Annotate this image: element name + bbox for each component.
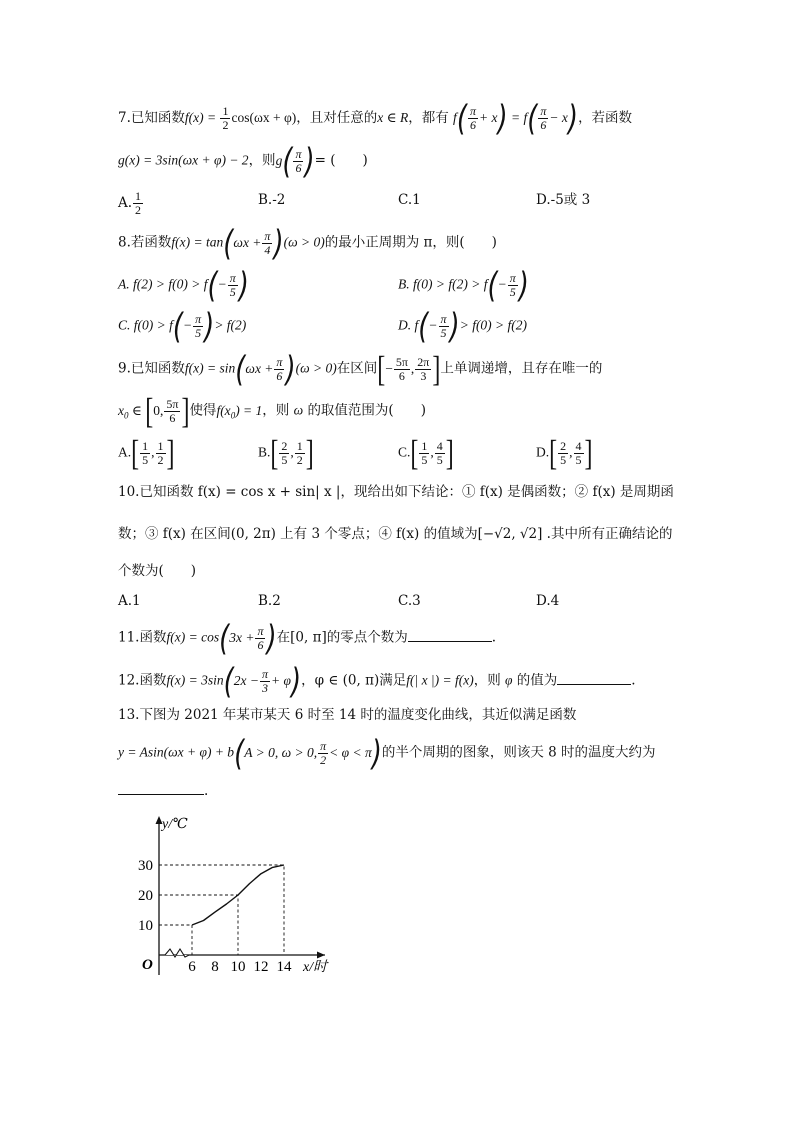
- q12-formula: f(| x |) = f(x): [406, 672, 474, 688]
- option-label: A.: [118, 444, 132, 460]
- q11-text: 在[0, π]的零点个数为: [276, 629, 408, 646]
- q9-text: 的取值范围为( ): [307, 402, 426, 419]
- option-text: B. f(0) > f(2) > f: [398, 276, 488, 292]
- q13-line1: 13.下图为 2021 年某市某天 6 时至 14 时的温度变化曲线，其近似满足函数: [118, 707, 577, 723]
- option-label: C.: [398, 444, 411, 460]
- temperature-chart: [125, 812, 365, 987]
- q13-line2: y = Asin(ωx + φ) + b(A > 0, ω > 0, $\frac{\pi}{2}$ < φ < π)的半个周期的图象，则该天 8 时的温度大约为: [118, 733, 656, 774]
- q9-var: x: [118, 402, 124, 418]
- q9-option-a: A.[ $\frac{1}{5}$ , $\frac{1}{2}$ ]: [118, 434, 175, 473]
- q8-text: 8.若函数: [118, 234, 172, 251]
- q12-text: ，则: [473, 672, 501, 689]
- y-tick-label: 30: [138, 858, 153, 874]
- q13-text: 的半个周期的图象，则该天 8 时的温度大约为: [381, 744, 656, 761]
- q9-option-d: D.[ $\frac{2}{5}$ , $\frac{4}{5}$ ]: [536, 434, 593, 473]
- q12-phi: φ: [505, 672, 513, 688]
- x-axis-label: x/时: [303, 960, 328, 975]
- y-tick-label: 20: [138, 888, 153, 904]
- option-label: B.: [258, 444, 271, 460]
- q12-text: 12.函数: [118, 672, 167, 689]
- q12-formula: f(x) = 3sin: [166, 672, 224, 688]
- y-axis-label: y/℃: [162, 817, 188, 832]
- q7-option-a: A. $\frac{1}{2}$: [118, 189, 142, 217]
- q8-option-c: C. f(0) > f(− $\frac{\pi}{5}$ )> f(2): [118, 306, 247, 347]
- option-text: > f(0) > f(2): [459, 317, 528, 333]
- question-11: 11.函数f(x) = cos(3x + $\frac{\pi}{6}$ )在[0, π]的零点个数为 .: [118, 618, 497, 659]
- q11-text: .: [491, 629, 497, 646]
- answer-blank[interactable]: [118, 780, 204, 795]
- q7-option-b: B.-2: [258, 192, 286, 208]
- q10-line1: 10.已知函数 f(x) = cos x + sin| x |，现给出如下结论：① f(x) 是偶函数；② f(x) 是周期函: [118, 484, 674, 500]
- x-tick-label: 8: [211, 959, 219, 975]
- q8-option-d: D. f(− $\frac{\pi}{5}$ )> f(0) > f(2): [398, 306, 528, 347]
- q9-option-b: B.[ $\frac{2}{5}$ , $\frac{1}{2}$ ]: [258, 434, 314, 473]
- q9-stem: 9.已知函数f(x) = sin(ωx + $\frac{\pi}{6}$ )(ω > 0)在区间[− $\frac{5\pi}{6}$ , $\frac{2\pi}{3}$ ]上单调递增，且存在唯一的: [118, 349, 603, 390]
- q7-condition: f( $\frac{\pi}{6}$ + x) = f( $\frac{\pi}{6}$ − x): [453, 98, 579, 140]
- q9-formula: ) = 1: [235, 402, 263, 418]
- q10-option-a: A.1: [118, 593, 141, 609]
- answer-blank[interactable]: [408, 627, 492, 642]
- option-text: D. f: [398, 317, 419, 333]
- q8-stem: 8.若函数f(x) = tan(ωx + $\frac{\pi}{4}$ )(ω > 0)的最小正周期为 π，则( ): [118, 223, 497, 264]
- x-tick-label: 6: [188, 959, 196, 975]
- option-text: A. f(2) > f(0) > f: [118, 276, 208, 292]
- guide-line: [159, 865, 284, 955]
- q9-text: 9.已知函数: [118, 360, 185, 377]
- q12-text: ，φ ∈ (0, π)满足: [301, 672, 407, 689]
- x-tick-label: 12: [253, 959, 269, 975]
- option-label: A.: [118, 195, 133, 211]
- q9-interval: [− $\frac{5\pi}{6}$ , $\frac{2\pi}{3}$ ]: [377, 350, 441, 389]
- option-label: D.: [536, 444, 550, 460]
- origin-label: O: [142, 957, 153, 973]
- q7-text: 7.已知函数: [118, 110, 185, 126]
- q9-formula: f(x: [216, 402, 231, 418]
- q7-text: = ( ): [314, 152, 368, 169]
- q13-line3: [118, 780, 208, 801]
- q7-domain: x ∈ R: [377, 110, 409, 125]
- q7-g-value: g( $\frac{\pi}{6}$ ): [275, 141, 315, 182]
- q9-condition: (ω > 0): [295, 360, 337, 376]
- question-12: 12.函数f(x) = 3sin(2x − $\frac{\pi}{3}$ + φ)，φ ∈ (0, π)满足f(| x |) = f(x)，则 φ 的值为 .: [118, 661, 636, 702]
- q13-formula: y = Asin(ωx + φ) + b: [118, 744, 235, 760]
- q9-text: ，则: [262, 402, 290, 419]
- answer-blank[interactable]: [557, 670, 631, 685]
- q7-option-c: C.1: [398, 192, 421, 208]
- q12-text: 的值为: [516, 672, 558, 689]
- q9-option-c: C.[ $\frac{1}{5}$ , $\frac{4}{5}$ ]: [398, 434, 454, 473]
- q7-g-formula: g(x) = 3sin(ωx + φ) − 2: [118, 152, 249, 168]
- q11-formula: f(x) = cos: [166, 629, 220, 645]
- q8-option-a: A. f(2) > f(0) > f(− $\frac{\pi}{5}$ ): [118, 265, 249, 306]
- q10-option-d: D.4: [536, 593, 560, 609]
- guide-line: [159, 925, 192, 955]
- q7-text: ，若函数: [578, 110, 633, 126]
- option-text: C. f(0) > f: [118, 317, 173, 333]
- q12-text: .: [631, 672, 636, 689]
- q9-omega: ω: [293, 402, 304, 418]
- q9-line2: $x_0$ ∈ [0, $\frac{5\pi}{6}$ ]使得$f(x_0) = 1$，则 ω 的取值范围为( ): [118, 392, 426, 431]
- q9-text: 使得: [189, 402, 217, 419]
- option-text: > f(2): [214, 317, 247, 333]
- x-tick-label: 10: [230, 959, 246, 975]
- q10-option-c: C.3: [398, 593, 421, 609]
- q9-text: 上单调递增，且存在唯一的: [440, 360, 603, 377]
- fraction: $\frac{1}{2}$: [222, 104, 229, 132]
- x-tick-label: 14: [276, 959, 292, 975]
- q7-text: ，则: [248, 152, 276, 169]
- axis-break: [165, 949, 189, 957]
- q7-formula: f(x) =: [184, 110, 220, 125]
- y-tick-label: 10: [138, 918, 153, 934]
- q7-line1: [118, 98, 633, 140]
- q10-option-b: B.2: [258, 593, 281, 609]
- q8-formula: f(x) = tan: [171, 234, 224, 250]
- q7-text: ，且对任意的: [296, 110, 378, 126]
- x-axis-arrow: [317, 952, 325, 959]
- q9-text: 在区间: [336, 360, 378, 377]
- q9-formula: f(x) = sin: [184, 360, 236, 376]
- q7-option-d: D.-5或 3: [536, 192, 591, 208]
- q7-line2: [118, 141, 368, 182]
- q7-text: ，都有: [408, 110, 449, 126]
- q8-condition: (ω > 0): [283, 234, 325, 250]
- q7-formula-cos: cos(ωx + φ): [231, 110, 297, 125]
- q8-text: 的最小正周期为 π，则( ): [324, 234, 497, 251]
- q8-option-b: B. f(0) > f(2) > f(− $\frac{\pi}{5}$ ): [398, 265, 529, 306]
- q13-text: .: [204, 783, 209, 799]
- q10-line2: 数；③ f(x) 在区间(0, 2π) 上有 3 个零点；④ f(x) 的值域为[−√2, √2] .其中所有正确结论的: [118, 526, 673, 542]
- q10-line3: 个数为( ): [118, 563, 197, 579]
- q11-text: 11.函数: [118, 629, 167, 646]
